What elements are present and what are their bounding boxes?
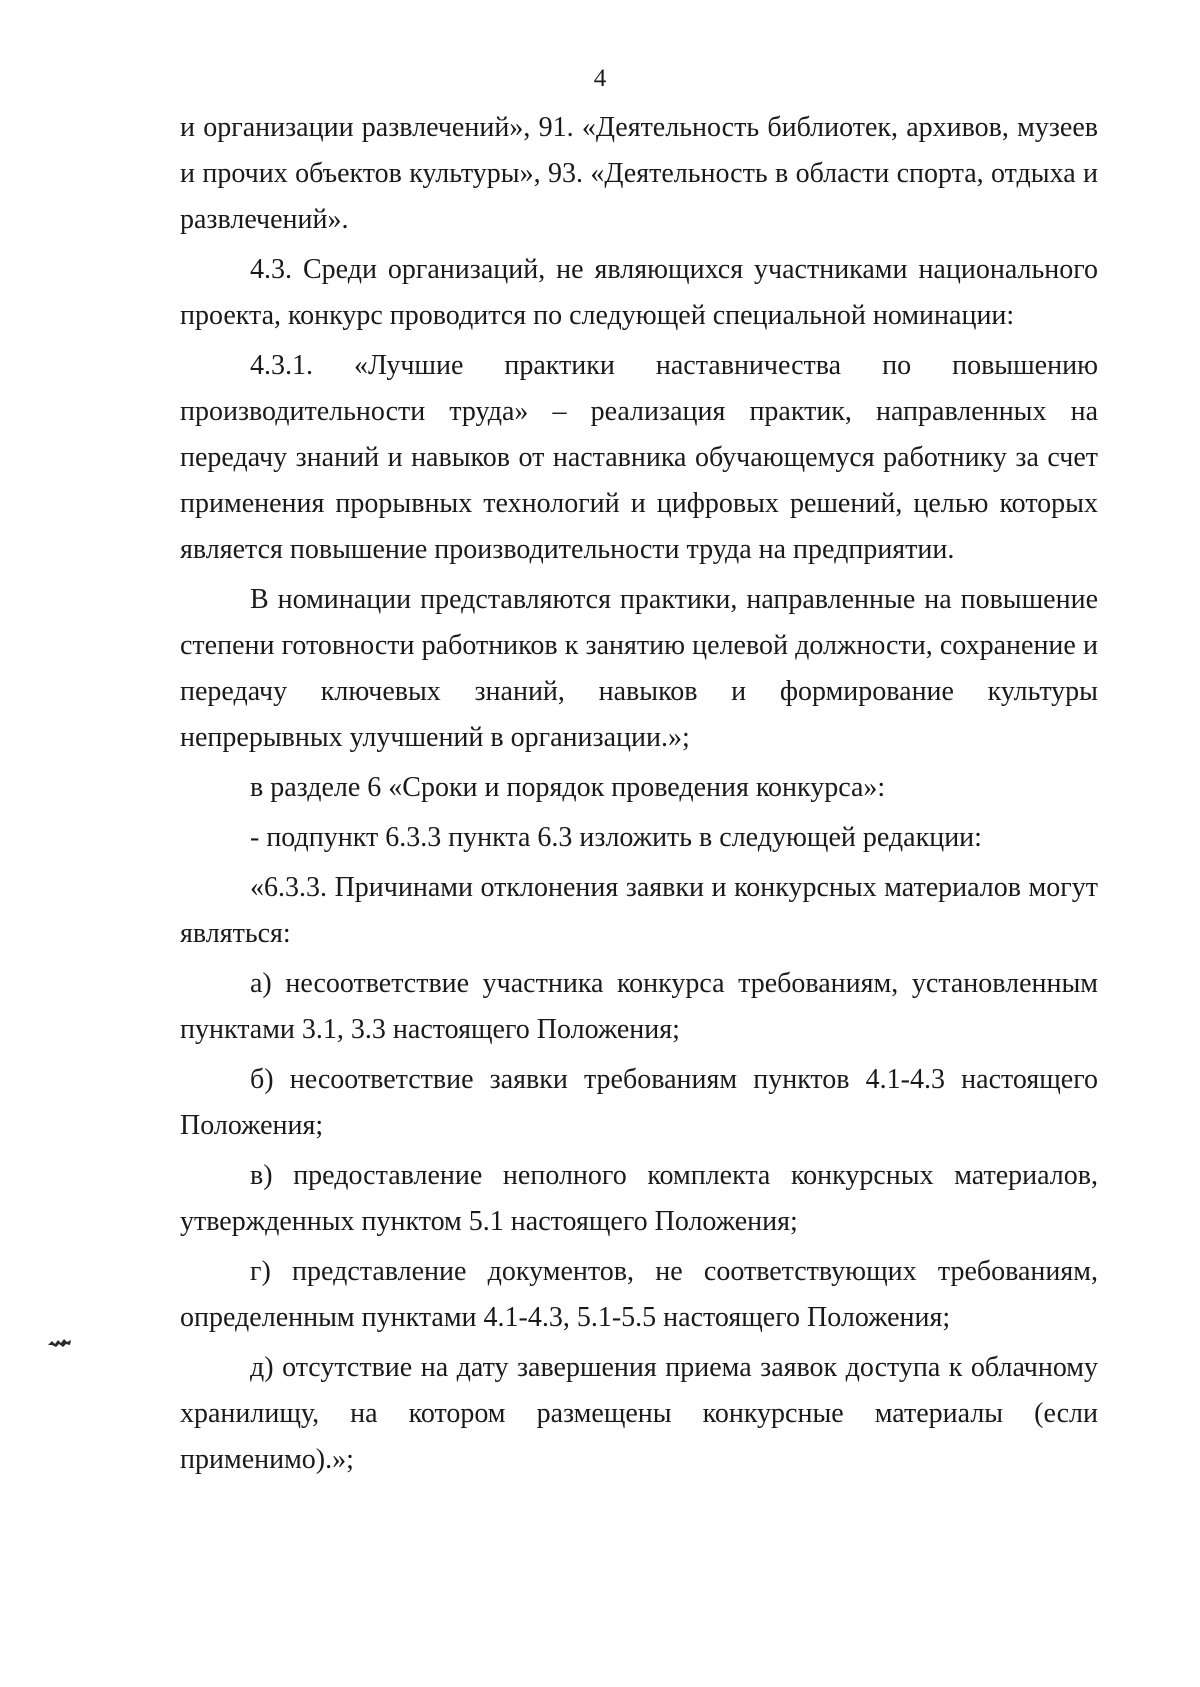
list-item-d: д) отсутствие на дату завершения приема заявок доступа к облачному хранилищу, на котором размещены конкурсные материалы (если применимо).»; — [180, 1352, 1098, 1475]
document-body — [180, 105, 1098, 1487]
paragraph-6-3-3: «6.3.3. Причинами отклонения заявки и конкурсных материалов могут являться: — [180, 872, 1098, 949]
paragraph-4-3: 4.3. Среди организаций, не являющихся участниками национального проекта, конкурс проводится по следующей специальной номинации: — [180, 254, 1098, 331]
list-item-v: в) предоставление неполного комплекта конкурсных материалов, утвержденных пунктом 5.1 настоящего Положения; — [180, 1160, 1098, 1237]
paragraph-continuation: и организации развлечений», 91. «Деятельность библиотек, архивов, музеев и прочих объектов культуры», 93. «Деятельность в области спорта, отдыха и развлечений». — [180, 112, 1098, 235]
scan-artifact-mark — [46, 1336, 74, 1350]
paragraph-4-3-1: 4.3.1. «Лучшие практики наставничества по повышению производительности труда» – реализация практик, направленных на передачу знаний и навыков от наставника обучающемуся работнику за счет применения прорывных технологий и цифровых решений, целью которых является повышение производительности труда на предприятии. — [180, 350, 1098, 565]
paragraph-section-6: в разделе 6 «Сроки и порядок проведения конкурса»: — [250, 772, 886, 803]
list-item-a: а) несоответствие участника конкурса требованиям, установленным пунктами 3.1, 3.3 настоящего Положения; — [180, 968, 1098, 1045]
paragraph-nomination-description: В номинации представляются практики, направленные на повышение степени готовности работников к занятию целевой должности, сохранение и передачу ключевых знаний, навыков и формирование культуры непрерывных улучшений в организации.»; — [180, 584, 1098, 753]
list-item-g: г) представление документов, не соответствующих требованиям, определенным пунктами 4.1-4.3, 5.1-5.5 настоящего Положения; — [180, 1256, 1098, 1333]
paragraph-subpoint-6-3-3: - подпункт 6.3.3 пункта 6.3 изложить в следующей редакции: — [250, 822, 982, 853]
page-number: 4 — [593, 65, 607, 92]
list-item-b: б) несоответствие заявки требованиям пунктов 4.1-4.3 настоящего Положения; — [180, 1064, 1098, 1141]
